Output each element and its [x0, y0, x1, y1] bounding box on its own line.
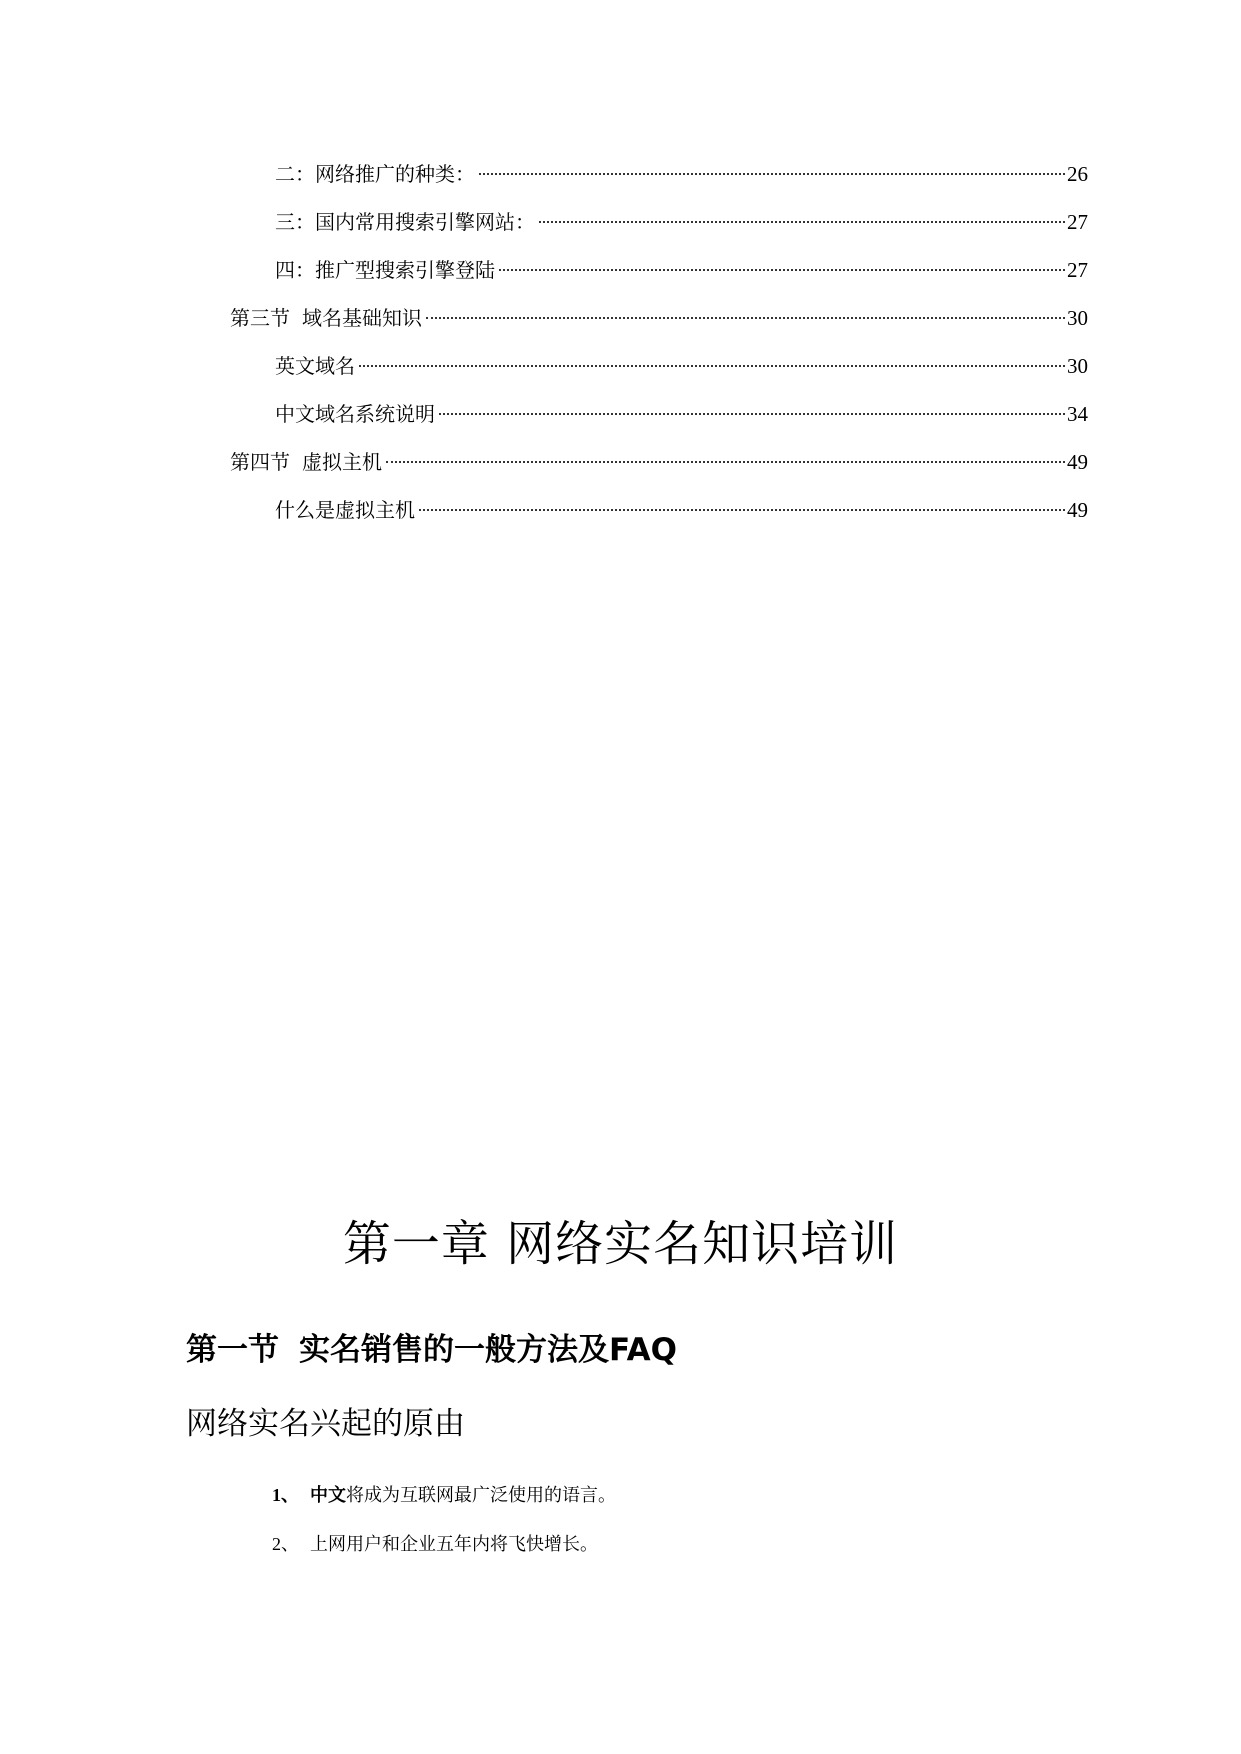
- toc-entry[interactable]: [275, 397, 1088, 431]
- toc-entry-title: 三：国内常用搜索引擎网站：: [275, 210, 535, 234]
- toc-dot-leader: [386, 461, 1065, 463]
- toc-entry-title: 中文域名系统说明: [275, 402, 435, 426]
- toc-dot-leader: [439, 413, 1065, 415]
- section-number: 第一节: [186, 1332, 279, 1368]
- section-title: [186, 1326, 677, 1374]
- toc-section-name: 虚拟主机: [302, 450, 382, 474]
- toc-entry-title: [230, 445, 382, 479]
- toc-page-number: 30: [1067, 354, 1088, 378]
- toc-page-number: 30: [1067, 306, 1088, 330]
- toc-entry[interactable]: [275, 349, 1088, 383]
- list-item: [272, 1529, 1152, 1578]
- toc-dot-leader: [499, 269, 1065, 271]
- toc-page-number: 27: [1067, 258, 1088, 282]
- toc-entry[interactable]: [275, 253, 1088, 287]
- toc-section-name: 域名基础知识: [302, 306, 422, 330]
- toc-dot-leader: [426, 317, 1065, 319]
- toc-page-number: 49: [1067, 498, 1088, 522]
- toc-entry[interactable]: [275, 493, 1088, 527]
- toc-entry-title: 四：推广型搜索引擎登陆: [275, 258, 495, 282]
- toc-dot-leader: [359, 365, 1065, 367]
- toc-page-number: 26: [1067, 162, 1088, 186]
- toc-page-number: 27: [1067, 210, 1088, 234]
- toc-page-number: 34: [1067, 402, 1088, 426]
- toc-entry-title: 二：网络推广的种类：: [275, 162, 475, 186]
- numbered-list: [272, 1480, 1152, 1578]
- toc-section-number: 第四节: [230, 450, 290, 474]
- list-item-number: 1、: [272, 1485, 299, 1505]
- toc-entry-title: 英文域名: [275, 354, 355, 378]
- toc-entry[interactable]: [230, 301, 1088, 335]
- toc-entry-title: [230, 301, 422, 335]
- list-item-emphasis: 中文: [310, 1485, 346, 1506]
- toc-section-number: 第三节: [230, 306, 290, 330]
- list-item: [272, 1480, 1152, 1529]
- toc-entry[interactable]: [275, 157, 1088, 191]
- chapter-title: 第一章 网络实名知识培训: [342, 1216, 899, 1272]
- toc-dot-leader: [419, 509, 1065, 511]
- toc-entry-title: 什么是虚拟主机: [275, 498, 415, 522]
- subsection-title: 网络实名兴起的原由: [186, 1406, 465, 1442]
- toc-dot-leader: [539, 221, 1065, 223]
- list-item-number: 2、: [272, 1534, 299, 1554]
- toc-entry[interactable]: [275, 205, 1088, 239]
- toc-dot-leader: [479, 173, 1065, 175]
- toc-entry[interactable]: [230, 445, 1088, 479]
- section-name: 实名销售的一般方法及FAQ: [299, 1332, 677, 1368]
- list-item-text: 上网用户和企业五年内将飞快增长。: [310, 1534, 598, 1555]
- toc-page-number: 49: [1067, 450, 1088, 474]
- list-item-text: 将成为互联网最广泛使用的语言。: [346, 1485, 616, 1506]
